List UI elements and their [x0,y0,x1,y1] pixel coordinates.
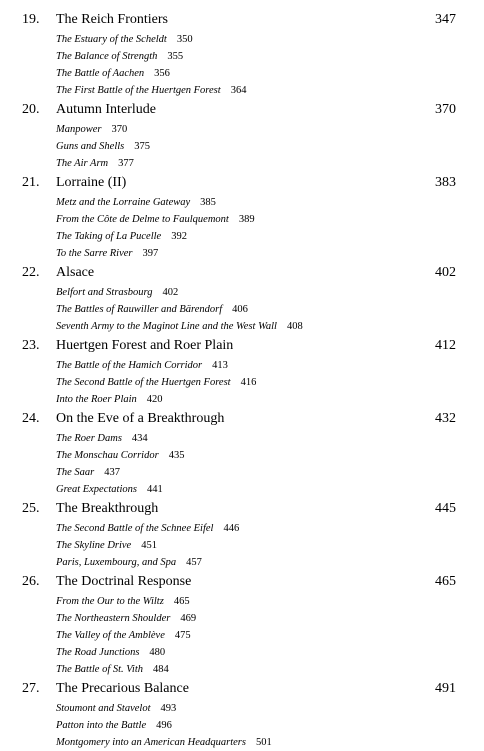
section-page-number: 465 [173,596,190,607]
section-title: To the Sarre River [56,248,133,259]
section-page-number: 484 [153,664,169,675]
section-entry [56,593,484,610]
section-entry [56,194,484,211]
chapter-number: 21. [22,175,40,190]
section-entry [56,430,484,447]
section-title: The Saar [56,467,95,478]
section-title: The Air Arm [56,158,109,169]
section-entry [56,65,484,82]
section-title: The Valley of the Amblève [56,630,165,641]
section-page-number: 434 [131,433,148,444]
section-page-number: 451 [141,540,157,551]
section-page-number: 356 [154,68,170,79]
section-title: The Roer Dams [56,433,122,444]
section-page-number: 402 [162,287,179,298]
section-title: Manpower [56,124,102,135]
section-entry [56,82,484,99]
chapter-number: 23. [22,338,40,353]
chapter-page-number: 347 [435,12,456,27]
section-title: Belfort and Strasbourg [56,287,153,298]
section-page-number: 370 [111,124,128,135]
section-page-number: 416 [240,377,257,388]
section-page-number: 469 [180,613,197,624]
chapter-heading [0,264,484,284]
section-page-number: 437 [104,467,120,478]
chapter-number: 27. [22,681,40,696]
section-title: The Balance of Strength [56,51,158,62]
section-entry [56,318,484,335]
chapter-title: Lorraine (II) [56,175,127,190]
section-entry [56,661,484,678]
section-entry [56,155,484,172]
section-entry [56,245,484,262]
section-page-number: 350 [176,34,193,45]
section-entry [56,138,484,155]
section-entry [56,717,484,734]
section-list [56,121,484,172]
section-entry [56,357,484,374]
section-page-number: 435 [168,450,185,461]
section-title: The Northeastern Shoulder [56,613,171,624]
chapter-title: The Breakthrough [56,501,159,516]
section-list [56,194,484,262]
chapter-page-number: 412 [435,338,456,353]
section-page-number: 392 [171,231,187,242]
section-page-number: 408 [286,321,303,332]
section-list [56,284,484,335]
chapter-page-number: 402 [435,265,456,280]
section-title: The Battle of Aachen [56,68,145,79]
chapter-title: Huertgen Forest and Roer Plain [56,338,234,353]
chapter-heading [0,101,484,121]
section-page-number: 446 [223,523,240,534]
section-title: Guns and Shells [56,141,125,152]
section-entry [56,554,484,571]
section-page-number: 475 [174,630,191,641]
section-title: Stoumont and Stavelot [56,703,151,714]
chapter-entry [0,680,484,751]
chapter-page-number: 383 [435,175,456,190]
section-page-number: 377 [118,158,134,169]
section-entry [56,537,484,554]
section-page-number: 493 [160,703,177,714]
section-entry [56,700,484,717]
chapter-page-number: 491 [435,681,456,696]
section-page-number: 457 [186,557,202,568]
section-page-number: 420 [146,394,163,405]
section-list [56,520,484,571]
section-entry [56,301,484,318]
section-title: Into the Roer Plain [56,394,137,405]
chapter-number: 22. [22,265,40,280]
section-list [56,357,484,408]
section-page-number: 406 [232,304,248,315]
section-title: The First Battle of the Huertgen Forest [56,85,221,96]
section-page-number: 480 [149,647,166,658]
chapter-number: 25. [22,501,40,516]
chapter-entry [0,337,484,408]
section-page-number: 375 [134,141,150,152]
chapter-page-number: 465 [435,574,456,589]
table-of-contents [0,11,484,751]
section-entry [56,391,484,408]
section-title: Montgomery into an American Headquarters [56,737,246,748]
section-list [56,593,484,678]
chapter-heading [0,410,484,430]
section-list [56,430,484,498]
section-entry [56,284,484,301]
chapter-title: The Reich Frontiers [56,12,168,27]
chapter-heading [0,500,484,520]
section-title: Seventh Army to the Maginot Line and the West Wall [56,321,277,332]
section-entry [56,520,484,537]
section-entry [56,211,484,228]
section-entry [56,627,484,644]
chapter-entry [0,11,484,99]
section-page-number: 496 [156,720,172,731]
chapter-number: 19. [22,12,40,27]
chapter-entry [0,500,484,571]
section-title: Patton into the Battle [56,720,147,731]
section-entry [56,48,484,65]
chapter-heading [0,680,484,700]
section-title: The Battle of St. Vith [56,664,144,675]
section-page-number: 364 [230,85,247,96]
chapter-entry [0,101,484,172]
section-title: The Battles of Rauwiller and Bärendorf [56,304,223,315]
chapter-number: 24. [22,411,40,426]
chapter-number: 26. [22,574,40,589]
section-page-number: 385 [200,197,216,208]
chapter-entry [0,264,484,335]
chapter-number: 20. [22,102,40,117]
section-entry [56,610,484,627]
chapter-entry [0,573,484,678]
section-entry [56,481,484,498]
section-page-number: 389 [238,214,255,225]
section-entry [56,121,484,138]
section-title: The Estuary of the Scheldt [56,34,167,45]
chapter-title: The Doctrinal Response [56,574,192,589]
section-title: Metz and the Lorraine Gateway [56,197,191,208]
section-title: From the Our to the Wiltz [56,596,164,607]
section-page-number: 355 [167,51,184,62]
section-title: Great Expectations [56,484,137,495]
chapter-page-number: 432 [435,411,456,426]
chapter-title: Alsace [56,265,95,280]
chapter-title: Autumn Interlude [56,102,156,117]
section-title: The Battle of the Hamich Corridor [56,360,203,371]
section-page-number: 413 [212,360,228,371]
section-title: The Road Junctions [56,647,140,658]
section-entry [56,374,484,391]
chapter-entry [0,410,484,498]
section-title: Paris, Luxembourg, and Spa [56,557,177,568]
section-list [56,31,484,99]
section-entry [56,228,484,245]
chapter-heading [0,573,484,593]
chapter-entry [0,174,484,262]
chapter-heading [0,11,484,31]
section-entry [56,31,484,48]
chapter-heading [0,337,484,357]
section-title: The Taking of La Pucelle [56,231,162,242]
section-title: The Second Battle of the Huertgen Forest [56,377,231,388]
chapter-title: The Precarious Balance [56,681,189,696]
section-page-number: 397 [142,248,159,259]
section-list [56,700,484,751]
section-page-number: 441 [146,484,163,495]
section-title: The Skyline Drive [56,540,132,551]
section-entry [56,464,484,481]
section-title: The Monschau Corridor [56,450,159,461]
chapter-title: On the Eve of a Breakthrough [56,411,225,426]
section-page-number: 501 [255,737,272,748]
section-title: The Second Battle of the Schnee Eifel [56,523,214,534]
section-title: From the Côte de Delme to Faulquemont [56,214,229,225]
chapter-page-number: 370 [435,102,456,117]
section-entry [56,447,484,464]
chapter-heading [0,174,484,194]
section-entry [56,644,484,661]
chapter-page-number: 445 [435,501,456,516]
section-entry [56,734,484,751]
